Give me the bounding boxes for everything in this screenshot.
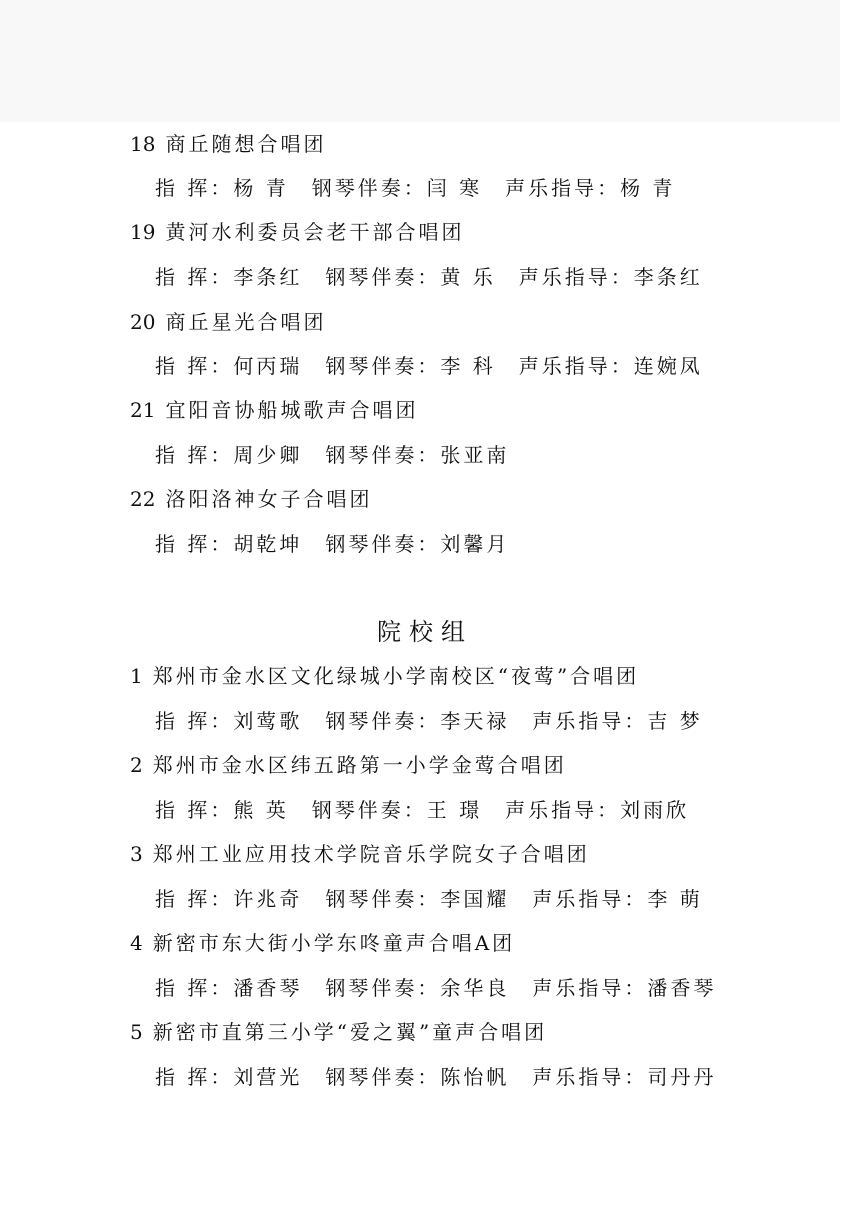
entry-name: 郑州工业应用技术学院音乐学院女子合唱团 bbox=[152, 842, 590, 866]
entry-title bbox=[130, 487, 372, 511]
entry-detail: 指 挥：杨 青 钢琴伴奏：闫 寒 声乐指导：杨 青 bbox=[155, 176, 676, 200]
entry-detail: 指 挥：潘香琴 钢琴伴奏：余华良 声乐指导：潘香琴 bbox=[155, 976, 717, 1000]
entry-name: 黄河水利委员会老干部合唱团 bbox=[165, 220, 465, 244]
entry-detail: 指 挥：许兆奇 钢琴伴奏：李国耀 声乐指导：李 萌 bbox=[155, 887, 703, 911]
entry-title bbox=[130, 664, 639, 688]
entry-number: 18 bbox=[130, 132, 156, 156]
entry-name: 新密市东大街小学东咚童声合唱A团 bbox=[152, 931, 516, 955]
entry-number: 20 bbox=[130, 310, 156, 334]
entry-number: 4 bbox=[130, 931, 143, 955]
entry-number: 5 bbox=[130, 1020, 143, 1044]
entry-detail: 指 挥：熊 英 钢琴伴奏：王 璟 声乐指导：刘雨欣 bbox=[155, 798, 690, 822]
entry-title bbox=[130, 842, 590, 866]
entry-detail: 指 挥：李条红 钢琴伴奏：黄 乐 声乐指导：李条红 bbox=[155, 265, 703, 289]
entry-name: 郑州市金水区纬五路第一小学金莺合唱团 bbox=[152, 753, 567, 777]
entry-title bbox=[130, 310, 326, 334]
entry-number: 21 bbox=[130, 398, 156, 422]
entry-title bbox=[130, 220, 464, 244]
section-heading: 院校组 bbox=[377, 618, 473, 646]
entry-title bbox=[130, 398, 418, 422]
entry-detail: 指 挥：胡乾坤 钢琴伴奏：刘馨月 bbox=[155, 532, 510, 556]
entry-detail: 指 挥：刘营光 钢琴伴奏：陈怡帆 声乐指导：司丹丹 bbox=[155, 1065, 717, 1089]
entry-number: 2 bbox=[130, 753, 143, 777]
entry-number: 19 bbox=[130, 220, 156, 244]
entry-detail: 指 挥：刘莺歌 钢琴伴奏：李天禄 声乐指导：吉 梦 bbox=[155, 709, 703, 733]
entry-detail: 指 挥：何丙瑞 钢琴伴奏：李 科 声乐指导：连婉凤 bbox=[155, 354, 703, 378]
entry-number: 3 bbox=[130, 842, 143, 866]
entry-title bbox=[130, 753, 567, 777]
entry-name: 新密市直第三小学“爱之翼”童声合唱团 bbox=[152, 1020, 548, 1044]
page-top-band bbox=[0, 0, 840, 122]
entry-number: 1 bbox=[130, 664, 143, 688]
entry-name: 商丘星光合唱团 bbox=[165, 310, 327, 334]
entry-number: 22 bbox=[130, 487, 156, 511]
entry-name: 商丘随想合唱团 bbox=[165, 132, 327, 156]
entry-name: 洛阳洛神女子合唱团 bbox=[165, 487, 373, 511]
entry-detail: 指 挥：周少卿 钢琴伴奏：张亚南 bbox=[155, 443, 510, 467]
entry-name: 宜阳音协船城歌声合唱团 bbox=[165, 398, 419, 422]
entry-title bbox=[130, 132, 326, 156]
entry-name: 郑州市金水区文化绿城小学南校区“夜莺”合唱团 bbox=[152, 664, 640, 688]
entry-title bbox=[130, 931, 515, 955]
entry-title bbox=[130, 1020, 547, 1044]
